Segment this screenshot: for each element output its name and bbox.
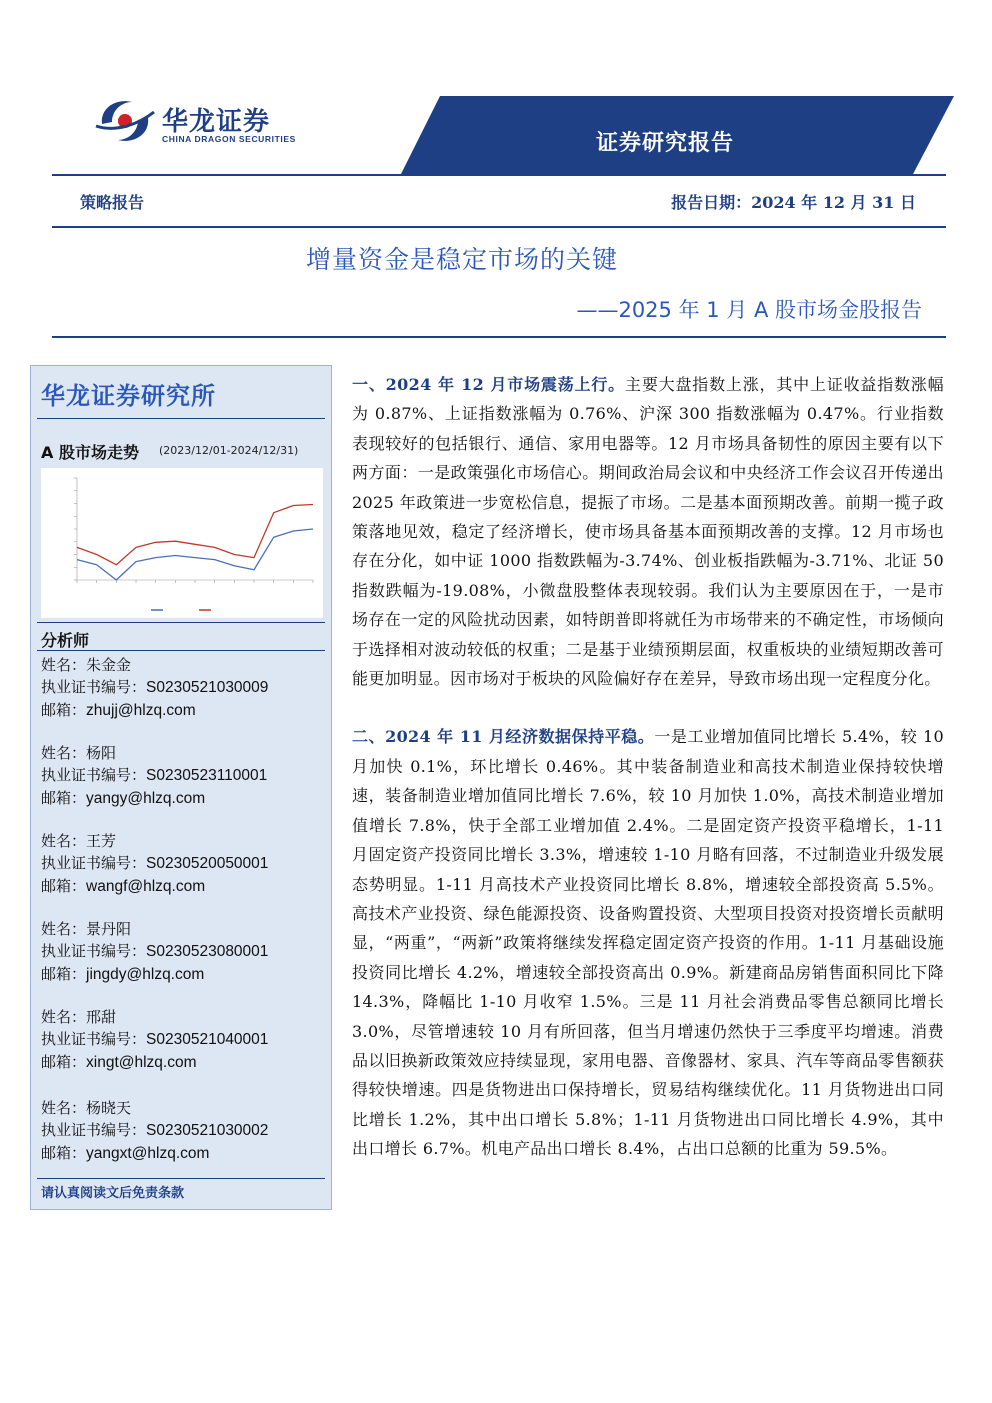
market-trend-chart	[41, 468, 323, 618]
cert-label: 执业证书编号：	[41, 766, 147, 784]
sidebar-divider	[37, 418, 325, 419]
cert-label: 执业证书编号：	[41, 678, 147, 696]
email-label: 邮箱：	[41, 789, 87, 807]
analyst-block	[41, 742, 329, 810]
analyst-block	[41, 1006, 329, 1074]
email-label: 邮箱：	[41, 877, 87, 895]
email-label: 邮箱：	[41, 965, 87, 983]
sidebar-divider	[37, 650, 325, 651]
cert-label: 执业证书编号：	[41, 942, 147, 960]
paragraph-text: 一是工业增加值同比增长 5.4%，较 10 月加快 0.1%，环比增长 0.46%。其中装备制造业和高技术制造业保持较快增速，装备制造业增加值同比增长 7.6%，较 10 月加快 1.0%，高技术制造业增加值增长 7.8%，快于全部工业增加值 2.4%。二是固定资产投资平稳增长，1-11 月固定资产投资同比增长 3.3%，增速较 1-10 月略有回落，不过制造业升级发展态势明显。1-11 月高技术产业投资同比增长 8.8%，增速较全部投资高 5.5%。高技术产业投资、绿色能源投资、设备购置投资、大型项目投资对投资增长贡献明显，“两重”，“两新”政策将继续发挥稳定固定资产投资的作用。1-11 月基础设施投资同比增长 4.2%，增速较全部投资高出 0.9%。新建商品房销售面积同比下降 14.3%，降幅比 1-10 月收窄 1.5%。三是 11 月社会消费品零售总额同比增长 3.0%，尽管增速较 10 月有所回落，但当月增速仍然快于三季度平均增速。消费品以旧换新政策效应持续显现，家用电器、音像器材、家具、汽车等商品零售额获得较快增速。四是货物进出口保持增长，贸易结构继续优化。11 月货物进出口同比增长 1.2%，其中出口增长 5.8%；1-11 月货物进出口同比增长 4.9%，其中出口增长 6.7%。机电产品出口增长 8.4%，占出口总额的比重为 59.5%。	[352, 727, 944, 1159]
cert-label: 执业证书编号：	[41, 1030, 147, 1048]
analyst-block	[41, 918, 329, 986]
cert-number: S0230521040001	[146, 1031, 269, 1048]
series-line-1	[77, 529, 313, 580]
paragraph-text: 主要大盘指数上涨，其中上证收益指数涨幅为 0.87%、上证指数涨幅为 0.76%、沪深 300 指数涨幅为 0.47%。行业指数表现较好的包括银行、通信、家用电器等。12 月市场具备韧性的原因主要有以下两方面：一是政策强化市场信心。期间政治局会议和中央经济工作会议召开传递出 2025 年政策进一步宽松信息，提振了市场。二是基本面预期改善。前期一揽子政策落地见效，稳定了经济增长，使市场具备基本面预期改善的支撑。12 月市场也存在分化，如中证 1000 指数跌幅为-3.74%、创业板指跌幅为-3.71%、北证 50 指数跌幅为-19.08%，小微盘股整体表现较弱。我们认为主要原因在于，一是市场存在一定的风险扰动因素，如特朗普即将就任为市场带来的不确定性，市场倾向于选择相对波动较低的权重；二是基于业绩预期层面，权重板块的业绩短期改善可能更加明显。因市场对于板块的风险偏好存在差异，导致市场出现一定程度分化。	[352, 375, 944, 689]
paragraph-market	[352, 370, 944, 693]
analyst-name: 姓名：景丹阳	[41, 920, 132, 938]
analyst-email[interactable]: wangf@hlzq.com	[86, 878, 206, 895]
sidebar-divider	[37, 622, 325, 623]
trend-range: (2023/12/01-2024/12/31)	[159, 444, 299, 457]
report-date: 报告日期：2024 年 12 月 31 日	[671, 193, 916, 212]
analyst-name: 姓名：邢甜	[41, 1008, 117, 1026]
analyst-name: 姓名：杨阳	[41, 744, 117, 762]
analyst-name: 姓名：杨晓天	[41, 1099, 132, 1117]
sidebar	[30, 365, 332, 1210]
series-line-2	[77, 505, 313, 565]
analyst-name: 姓名：王芳	[41, 832, 117, 850]
trend-label: A 股市场走势	[41, 443, 139, 462]
brand-name-cn: 华龙证券	[162, 107, 271, 137]
email-label: 邮箱：	[41, 1144, 87, 1162]
institute-name: 华龙证券研究所	[41, 382, 216, 410]
analyst-email[interactable]: yangxt@hlzq.com	[86, 1145, 210, 1162]
report-meta	[52, 176, 946, 218]
report-body	[352, 370, 944, 1164]
cert-label: 执业证书编号：	[41, 854, 147, 872]
cert-number: S0230521030009	[146, 679, 269, 696]
cert-number: S0230523080001	[146, 943, 269, 960]
analyst-email[interactable]: xingt@hlzq.com	[86, 1054, 197, 1071]
cert-label: 执业证书编号：	[41, 1121, 147, 1139]
analyst-email[interactable]: jingdy@hlzq.com	[86, 966, 205, 983]
banner-title: 证券研究报告	[596, 130, 735, 156]
cert-number: S0230523110001	[146, 767, 268, 784]
report-title: 增量资金是稳定市场的关键	[306, 245, 619, 274]
analyst-block	[41, 1097, 329, 1165]
cert-number: S0230520050001	[146, 855, 269, 872]
divider-top	[52, 226, 946, 228]
paragraph-economy	[352, 722, 944, 1163]
report-subtitle: ——2025 年 1 月 A 股市场金股报告	[576, 298, 922, 322]
analyst-block	[41, 830, 329, 898]
divider-mid	[52, 336, 946, 338]
analyst-heading: 分析师	[41, 631, 90, 650]
brand-name-en: CHINA DRAGON SECURITIES	[162, 134, 296, 144]
email-label: 邮箱：	[41, 701, 87, 719]
email-label: 邮箱：	[41, 1053, 87, 1071]
cert-number: S0230521030002	[146, 1122, 269, 1139]
disclaimer-link[interactable]: 请认真阅读文后免责条款	[41, 1186, 185, 1201]
analyst-email[interactable]: yangy@hlzq.com	[86, 790, 206, 807]
sidebar-divider	[37, 1178, 325, 1179]
analyst-block	[41, 654, 329, 722]
analyst-email[interactable]: zhujj@hlzq.com	[86, 702, 196, 719]
report-type: 策略报告	[80, 193, 145, 212]
paragraph-lead: 二、2024 年 11 月经济数据保持平稳。	[352, 727, 655, 747]
trend-chart-svg	[41, 468, 323, 618]
paragraph-lead: 一、2024 年 12 月市场震荡上行。	[352, 375, 625, 394]
header-banner	[0, 96, 992, 176]
analyst-name: 姓名：朱金金	[41, 656, 132, 674]
